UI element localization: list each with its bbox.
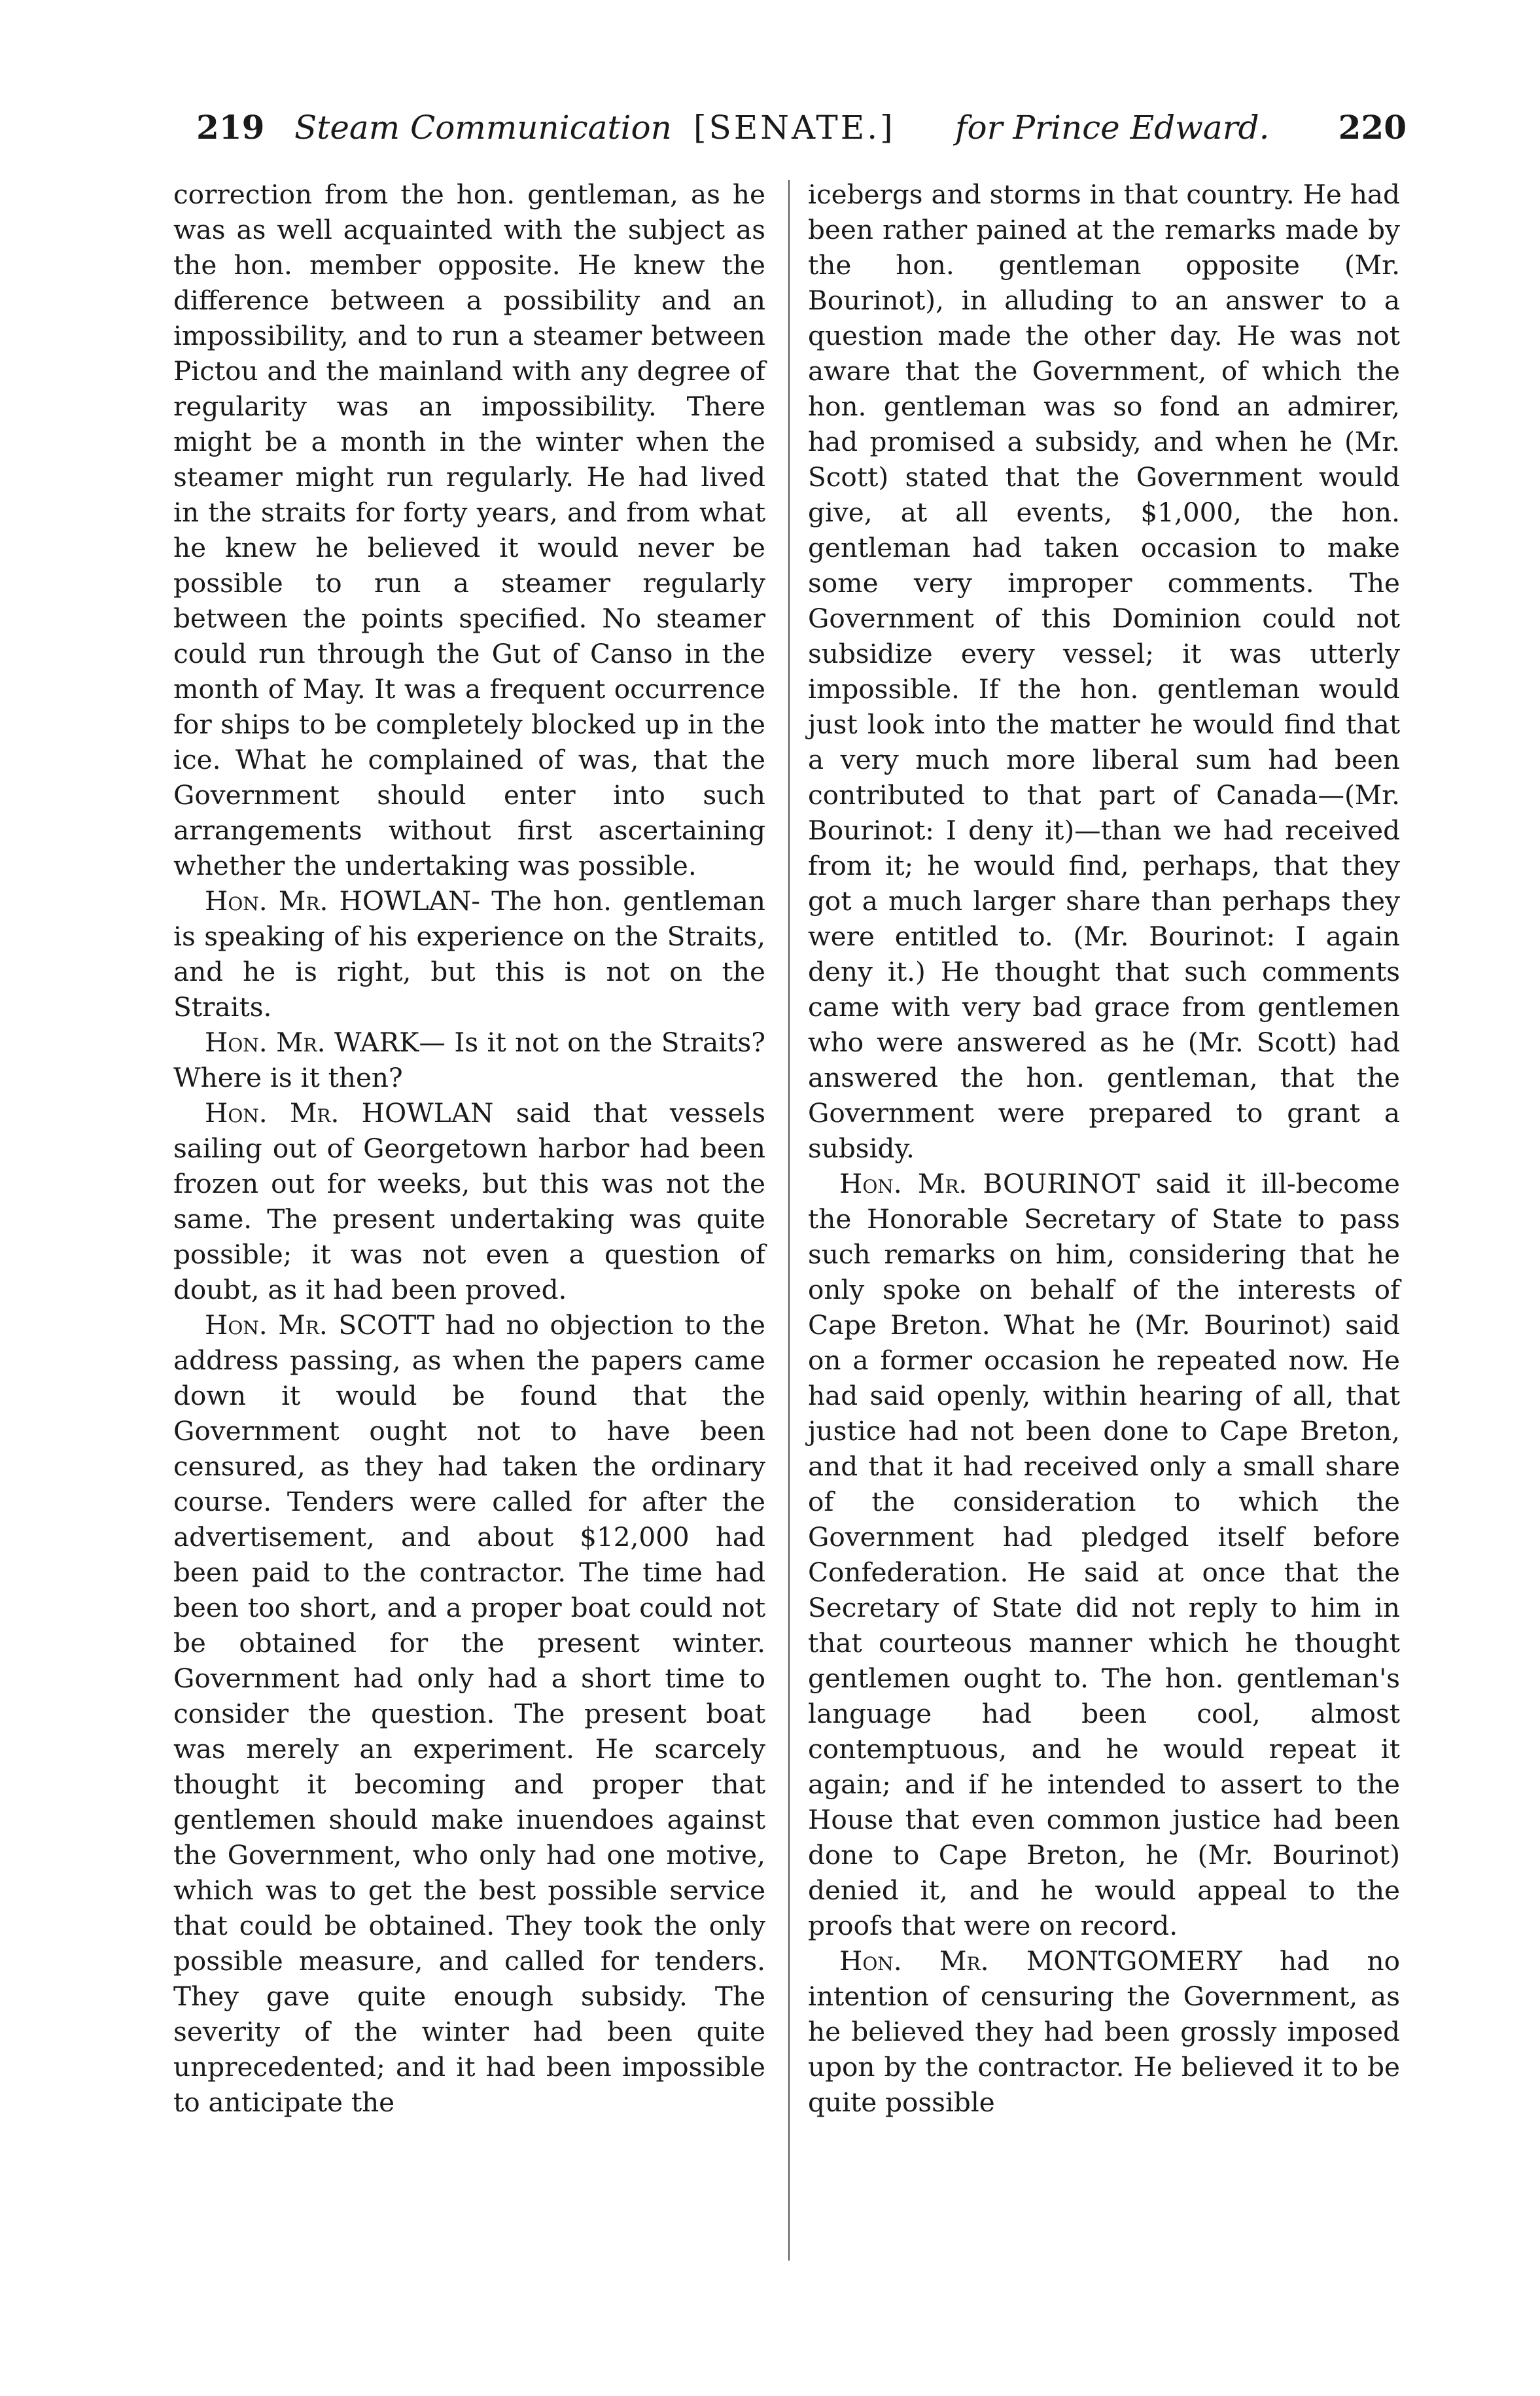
paragraph-text: The hon. gentleman is speaking of his experience on the Straits, and he is right, but this is not on the Straits. bbox=[173, 885, 766, 1023]
left-page-number: 219 bbox=[196, 108, 265, 147]
paragraph-text: said it ill-become the Honorable Secretary of State to pass such remarks on him, considering that he only spoke on behalf of the interests of Cape Breton. What he (Mr. Bourinot) said on a former occasion he repeated now. He had said openly, within hearing of all, that justice had not been done to Cape Breton, and that it had received only a small share of the consideration to which the Government had pledged itself before Confederation. He said at once that the Secretary of State did not reply to him in that courteous manner which he thought gentlemen ought to. The hon. gentleman's language had been cool, almost contemptuous, and he would repeat it again; and if he intended to assert to the House that even common justice had been done to Cape Breton, he (Mr. Bourinot) denied it, and he would appeal to the proofs that were on record. bbox=[808, 1168, 1400, 1941]
page-header bbox=[196, 98, 1407, 157]
paragraph-text: correction from the hon. gentleman, as he was as well acquainted with the subject as the hon. member opposite. He knew the difference between a possibility and an impossibility, and to run a steamer between Pictou and the mainland with any degree of regularity was an impossibility. There might be a month in the winter when the steamer might run regularly. He had lived in the straits for forty years, and from what he knew he believed it would never be possible to run a steamer regularly between the points specified. No steamer could run through the Gut of Canso in the month of May. It was a frequent occurrence for ships to be completely blocked up in the ice. What he complained of was, that the Government should enter into such arrangements without first ascertaining whether the undertaking was possible. bbox=[173, 179, 765, 881]
paragraph-text: said that vessels sailing out of Georgetown harbor had been frozen out for weeks, but this was not the same. The present undertaking was quite possible; it was not even a question of doubt, as it had been proved. bbox=[173, 1097, 765, 1305]
paragraph bbox=[808, 1943, 1400, 2120]
paragraph bbox=[173, 883, 765, 1025]
right-running-title: for Prince Edward. bbox=[955, 109, 1270, 147]
paragraph-text: icebergs and storms in that country. He had been rather pained at the remarks made by the hon. gentleman opposite (Mr. Bourinot), in alluding to an answer to a question made the other day. He was not aware that the Government, of which the hon. gentleman was so fond an admirer, had promised a subsidy, and when he (Mr. Scott) stated that the Government would give, at all events, $1,000, the hon. gentleman had taken occasion to make some very improper comments. The Government of this Dominion could not subsidize every vessel; it was utterly impossible. If the hon. gentleman would just look into the matter he would find that a very much more liberal sum had been contributed to that part of Canada—(Mr. Bourinot: I deny it)—than we had received from it; he would find, perhaps, that they got a much larger share than perhaps they were entitled to. (Mr. Bourinot: I again deny it.) He thought that such comments came with very bad grace from gentlemen who were answered as he (Mr. Scott) had answered the hon. gentleman, that the Government were prepared to grant a subsidy. bbox=[808, 179, 1400, 1164]
right-column bbox=[808, 177, 1400, 2120]
speaker-name: Hon. Mr. MONTGOMERY bbox=[839, 1945, 1242, 1977]
left-running-title: Steam Communication bbox=[294, 109, 672, 147]
paragraph bbox=[173, 1307, 765, 2120]
speaker-name: Hon. Mr. HOWLAN bbox=[205, 1097, 494, 1129]
speaker-name: Hon. Mr. SCOTT bbox=[205, 1309, 435, 1341]
paragraph bbox=[173, 1025, 765, 1095]
left-column bbox=[173, 177, 765, 2120]
right-page-number: 220 bbox=[1338, 108, 1407, 147]
paragraph-text: had no intention of censuring the Government, as he believed they had been grossly imposed upon by the contractor. He believed it to be quite possible bbox=[808, 1945, 1401, 2118]
paragraph bbox=[808, 177, 1400, 1166]
column-divider bbox=[788, 180, 790, 2261]
paragraph bbox=[808, 1166, 1400, 1943]
speaker-name: Hon. Mr. HOWLAN- bbox=[205, 885, 480, 917]
paragraph bbox=[173, 1095, 765, 1307]
chamber-label: [SENATE.] bbox=[693, 109, 896, 147]
speaker-name: Hon. Mr. BOURINOT bbox=[839, 1168, 1140, 1199]
speaker-name: Hon. Mr. WARK— bbox=[205, 1027, 446, 1058]
paragraph bbox=[173, 177, 765, 883]
paragraph-text: Is it not on the Straits? Where is it then? bbox=[173, 1027, 766, 1093]
paragraph-text: had no objection to the address passing, as when the papers came down it would be found that the Government ought not to have been censured, as they had taken the ordinary course. Tenders were called for after the advertisement, and about $12,000 had been paid to the contractor. The time had been too short, and a proper boat could not be obtained for the present winter. Government had only had a short time to consider the question. The present boat was merely an experiment. He scarcely thought it becoming and proper that gentlemen should make inuendoes against the Government, who only had one motive, which was to get the best possible service that could be obtained. They took the only possible measure, and called for tenders. They gave quite enough subsidy. The severity of the winter had been quite unprecedented; and it had been impossible to anticipate the bbox=[173, 1309, 765, 2118]
